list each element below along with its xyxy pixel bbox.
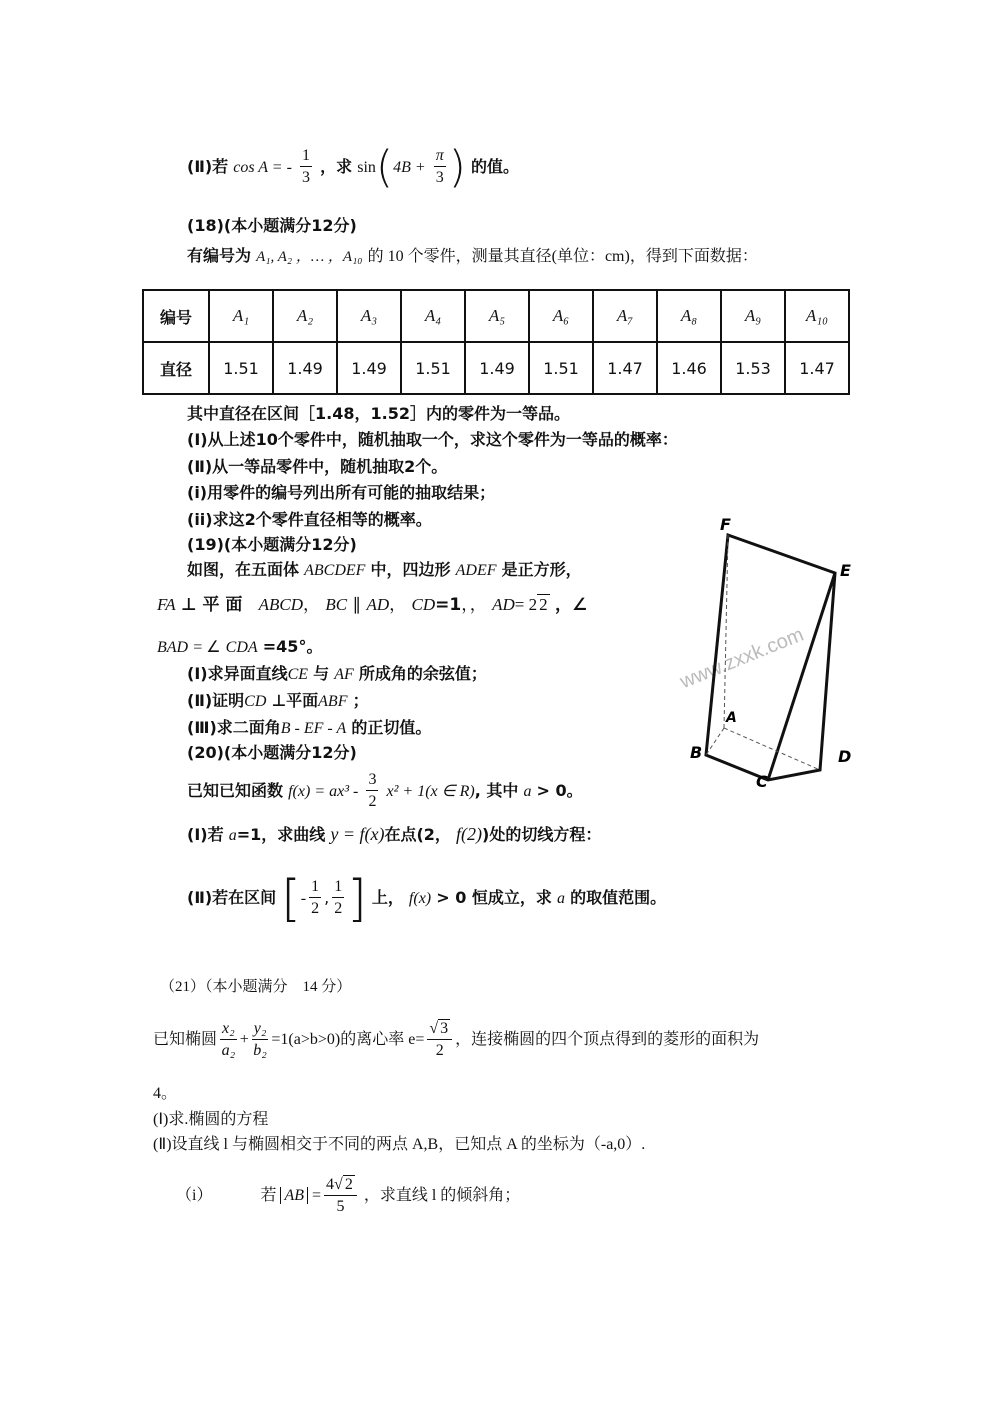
q18-header: (18)(本小题满分12分)	[187, 216, 357, 235]
table-header-diameter: 直径	[143, 342, 209, 394]
watermark-text: www.zxxk.com	[676, 623, 807, 694]
vertex-label: C	[756, 772, 768, 791]
q21-line2: 4。	[153, 1085, 178, 1102]
table-cell: 1.51	[209, 342, 273, 394]
table-cell: A₈	[657, 290, 721, 342]
q18-note: 其中直径在区间［1.48，1.52］内的零件为一等品。	[187, 404, 570, 423]
q21-line1: 已知椭圆 $\frac{\text{x₂}}{\text{a₂}}$ + $\frac{\text{y₂}}{\text{b₂}}$ =1(a>b>0)的离心率 e= $\frac{√ 3}{2}$ ，连接椭圆的四个顶点得到的菱形的面积为	[153, 1012, 759, 1068]
table-cell: A₁₀	[785, 290, 849, 342]
q20-fraction: $\frac{3}{2}$	[368, 771, 377, 810]
table-cell: A₂	[273, 290, 337, 342]
vertex-label: B	[690, 743, 703, 762]
table-cell: 1.49	[337, 342, 401, 394]
table-cell: 1.51	[401, 342, 465, 394]
table-cell: 1.47	[785, 342, 849, 394]
q19-part2: (Ⅱ)证明CD ⊥平面ABF ；	[187, 691, 369, 710]
table-cell: A₅	[465, 290, 529, 342]
table-cell: 1.49	[465, 342, 529, 394]
diameter-table	[142, 289, 850, 395]
q19-part1: (Ⅰ)求异面直线CE 与 AF 所成角的余弦值；	[187, 664, 487, 683]
q19-line1: 如图，在五面体 ABCDEF 中，四边形 ADEF 是正方形，	[187, 560, 582, 579]
q17-arg: 4B +	[393, 159, 426, 176]
q17-label: (Ⅱ)若	[187, 157, 229, 176]
q20-part1: (Ⅰ)若 a=1，求曲线 y = f(x)在点(2， f(2))处的切线方程：	[187, 824, 602, 844]
q20-line1: 已知已知函数 f(x) = ax³ - $\frac{3}{2}$ x² + 1(x ∈ R), 其中 a > 0。	[187, 766, 583, 816]
ab-length: $\frac{4√ 2}{5}$	[324, 1175, 357, 1218]
q17-sin: sin	[357, 159, 376, 176]
q17-mid: ，求	[320, 157, 353, 176]
q19-part3: (Ⅲ)求二面角B - EF - A 的正切值。	[187, 718, 432, 737]
ellipse-y-term: $\frac{\text{y₂}}{\text{b₂}}$	[253, 1019, 267, 1059]
vertex-label: D	[838, 747, 852, 766]
q21-part2i: （i） 若 AB = $\frac{4√ 2}{5}$ ，求直线 l 的倾斜角；	[176, 1168, 520, 1224]
q18-part2ii: (ii)求这2个零件直径相等的概率。	[187, 510, 432, 529]
q18-part2i: (i)用零件的编号列出所有可能的抽取结果；	[187, 483, 496, 502]
table-row-diameters	[143, 342, 849, 394]
table-cell: 1.49	[273, 342, 337, 394]
interval-lower: $\frac{1}{2}$	[311, 878, 320, 917]
q17-fraction: $\frac{1}{3}$	[302, 147, 311, 186]
q21-part2: (Ⅱ)设直线 l 与椭圆相交于不同的两点 A,B，已知点 A 的坐标为（-a,0）.	[153, 1136, 646, 1153]
table-cell: 1.53	[721, 342, 785, 394]
eccentricity: $\frac{√ 3}{2}$	[427, 1019, 452, 1062]
table-cell: A₄	[401, 290, 465, 342]
q19-line3: BAD = ∠ CDA =45°。	[157, 637, 323, 656]
vertex-label: A	[726, 710, 737, 726]
table-cell: A₉	[721, 290, 785, 342]
q17-cos: cos A = -	[233, 159, 292, 176]
pentahedron-figure	[676, 510, 870, 791]
table-cell: A₃	[337, 290, 401, 342]
ellipse-x-term: $\frac{\text{x₂}}{\text{a₂}}$	[221, 1019, 236, 1059]
q18-part1: (Ⅰ)从上述10个零件中，随机抽取一个，求这个零件为一等品的概率：	[187, 430, 678, 449]
q17-part2: (Ⅱ)若 cos A = - $\frac{1}{3}$ ，求 sin(4B + $\frac{\pi}{3}$ ) 的值。	[187, 141, 520, 193]
q20-header: (20)(本小题满分12分)	[187, 743, 357, 762]
q18-part2: (Ⅱ)从一等品零件中，随机抽取2个。	[187, 457, 448, 476]
table-cell: 1.46	[657, 342, 721, 394]
q21-part1: (Ⅰ)求.椭圆的方程	[153, 1111, 269, 1128]
table-header-id: 编号	[143, 290, 209, 342]
table-cell: 1.47	[593, 342, 657, 394]
q19-header: (19)(本小题满分12分)	[187, 535, 357, 554]
q18-intro: 有编号为 A₁, A₂ ，… ，A₁₀ 的 10 个零件，测量其直径(单位：cm)，得到下面数据：	[187, 246, 758, 265]
table-cell: A₆	[529, 290, 593, 342]
q19-line2: FA ⊥ 平 面 ABCD， BC ∥ AD， CD=1，， AD= 2 2 ，∠	[157, 595, 588, 615]
q21-header: （21）（本小题满分 14 分）	[160, 979, 352, 995]
table-cell: A₁	[209, 290, 273, 342]
table-cell: 1.51	[529, 342, 593, 394]
table-row-ids	[143, 290, 849, 342]
interval-upper: $\frac{1}{2}$	[334, 878, 343, 917]
q20-part2: (Ⅱ)若在区间 [- $\frac{1}{2}$ , $\frac{1}{2}$ ] 上， f(x) > 0 恒成立，求 a 的取值范围。	[187, 869, 667, 928]
q18-intro-vars: A₁, A₂ ，… ，A₁₀	[256, 249, 363, 265]
table-cell: A₇	[593, 290, 657, 342]
vertex-label: F	[720, 515, 731, 534]
q17-pi-fraction: $\frac{\pi}{3}$	[435, 147, 444, 186]
q17-tail: 的值。	[471, 157, 520, 176]
vertex-label: E	[840, 561, 851, 580]
